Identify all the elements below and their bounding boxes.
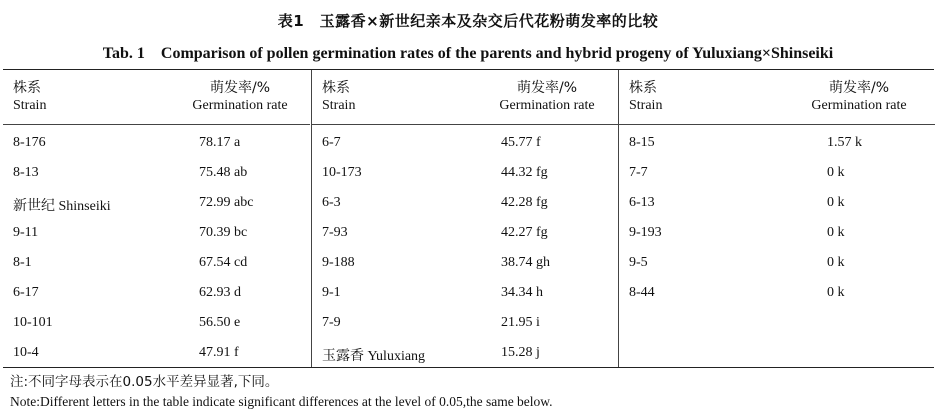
germination-rate-cell: 34.34 h	[501, 285, 543, 300]
strain-cell: 8-13	[13, 165, 39, 180]
table-column-2	[311, 70, 618, 367]
strain-cell: 9-1	[322, 285, 341, 300]
germination-rate-cell: 1.57 k	[827, 135, 862, 150]
table-row	[3, 280, 310, 310]
strain-cell: 7-93	[322, 225, 348, 240]
strain-cell: 6-13	[629, 195, 655, 210]
germination-rate-cell: 45.77 f	[501, 135, 541, 150]
table-title-en: Tab. 1 Comparison of pollen germination rates of the parents and hybrid progeny of Yuluxiang×Shinseiki	[102, 45, 834, 62]
strain-cell: 10-173	[322, 165, 362, 180]
strain-cell: 9-188	[322, 255, 355, 270]
germination-rate-cell: 56.50 e	[199, 315, 241, 330]
table-row	[312, 280, 618, 310]
strain-cell: 新世纪 Shinseiki	[13, 199, 111, 214]
strain-cell: 6-3	[322, 195, 341, 210]
strain-cell: 7-7	[629, 165, 648, 180]
strain-cell: 7-9	[322, 315, 341, 330]
table-row	[619, 220, 935, 250]
germination-rate-cell: 78.17 a	[199, 135, 241, 150]
germination-rate-cell: 21.95 i	[501, 315, 540, 330]
header-strain-en: Strain	[629, 98, 663, 113]
table-column-3	[618, 70, 935, 367]
header-strain-en: Strain	[13, 98, 47, 113]
header-strain-cn: 株系	[629, 80, 657, 96]
germination-rate-cell: 0 k	[827, 285, 845, 300]
strain-cell: 8-44	[629, 285, 655, 300]
header-germination-cn: 萌发率/%	[828, 80, 890, 96]
table-row	[312, 250, 618, 280]
germination-rate-cell: 0 k	[827, 225, 845, 240]
column-header	[312, 70, 618, 125]
germination-rate-cell: 0 k	[827, 165, 845, 180]
germination-rate-cell: 70.39 bc	[199, 225, 248, 240]
table-column-1	[3, 70, 310, 367]
table-row	[312, 310, 618, 340]
table-row	[312, 220, 618, 250]
germination-rate-cell: 38.74 gh	[501, 255, 550, 270]
header-germination-cn: 萌发率/%	[209, 80, 271, 96]
strain-cell: 8-176	[13, 135, 46, 150]
table-row	[3, 250, 310, 280]
germination-rate-cell: 75.48 ab	[199, 165, 248, 180]
strain-cell: 9-5	[629, 255, 648, 270]
table-row	[312, 190, 618, 220]
table-row	[3, 190, 310, 220]
table-row	[3, 160, 310, 190]
table-row	[3, 220, 310, 250]
strain-cell: 10-101	[13, 315, 53, 330]
column-header	[3, 70, 310, 125]
germination-rate-cell: 47.91 f	[199, 345, 239, 360]
strain-cell: 8-1	[13, 255, 32, 270]
table-row	[3, 340, 310, 370]
header-germination-cn: 萌发率/%	[516, 80, 578, 96]
footnote-en: Note:Different letters in the table indicate significant differences at the level of 0.05,the same below.	[10, 394, 553, 409]
strain-cell: 9-11	[13, 225, 39, 240]
strain-cell: 6-7	[322, 135, 341, 150]
germination-table	[3, 69, 934, 368]
header-strain-en: Strain	[322, 98, 356, 113]
strain-cell: 8-15	[629, 135, 655, 150]
footnote-cn: 注:不同字母表示在0.05水平差异显著,下同。	[10, 374, 279, 390]
germination-rate-cell: 15.28 j	[501, 345, 540, 360]
strain-cell: 9-193	[629, 225, 662, 240]
germination-rate-cell: 42.28 fg	[501, 195, 548, 210]
germination-rate-cell: 44.32 fg	[501, 165, 548, 180]
header-strain-cn: 株系	[13, 80, 41, 96]
header-germination-en: Germination rate	[192, 98, 288, 113]
germination-rate-cell: 42.27 fg	[501, 225, 548, 240]
table-row	[619, 130, 935, 160]
table-row	[312, 160, 618, 190]
header-germination-en: Germination rate	[811, 98, 907, 113]
germination-rate-cell: 0 k	[827, 195, 845, 210]
header-germination-en: Germination rate	[499, 98, 595, 113]
table-row	[3, 130, 310, 160]
table-title-cn: 表1 玉露香×新世纪亲本及杂交后代花粉萌发率的比较	[277, 12, 659, 30]
germination-rate-cell: 72.99 abc	[199, 195, 254, 210]
table-row	[619, 250, 935, 280]
germination-rate-cell: 62.93 d	[199, 285, 241, 300]
table-row	[3, 310, 310, 340]
table-row	[619, 190, 935, 220]
table-row	[312, 340, 618, 370]
table-row	[312, 130, 618, 160]
table-row	[619, 160, 935, 190]
strain-cell: 玉露香 Yuluxiang	[322, 349, 426, 364]
column-header	[619, 70, 935, 125]
header-strain-cn: 株系	[322, 80, 350, 96]
strain-cell: 10-4	[13, 345, 39, 360]
germination-rate-cell: 67.54 cd	[199, 255, 248, 270]
strain-cell: 6-17	[13, 285, 39, 300]
table-row	[619, 280, 935, 310]
germination-rate-cell: 0 k	[827, 255, 845, 270]
